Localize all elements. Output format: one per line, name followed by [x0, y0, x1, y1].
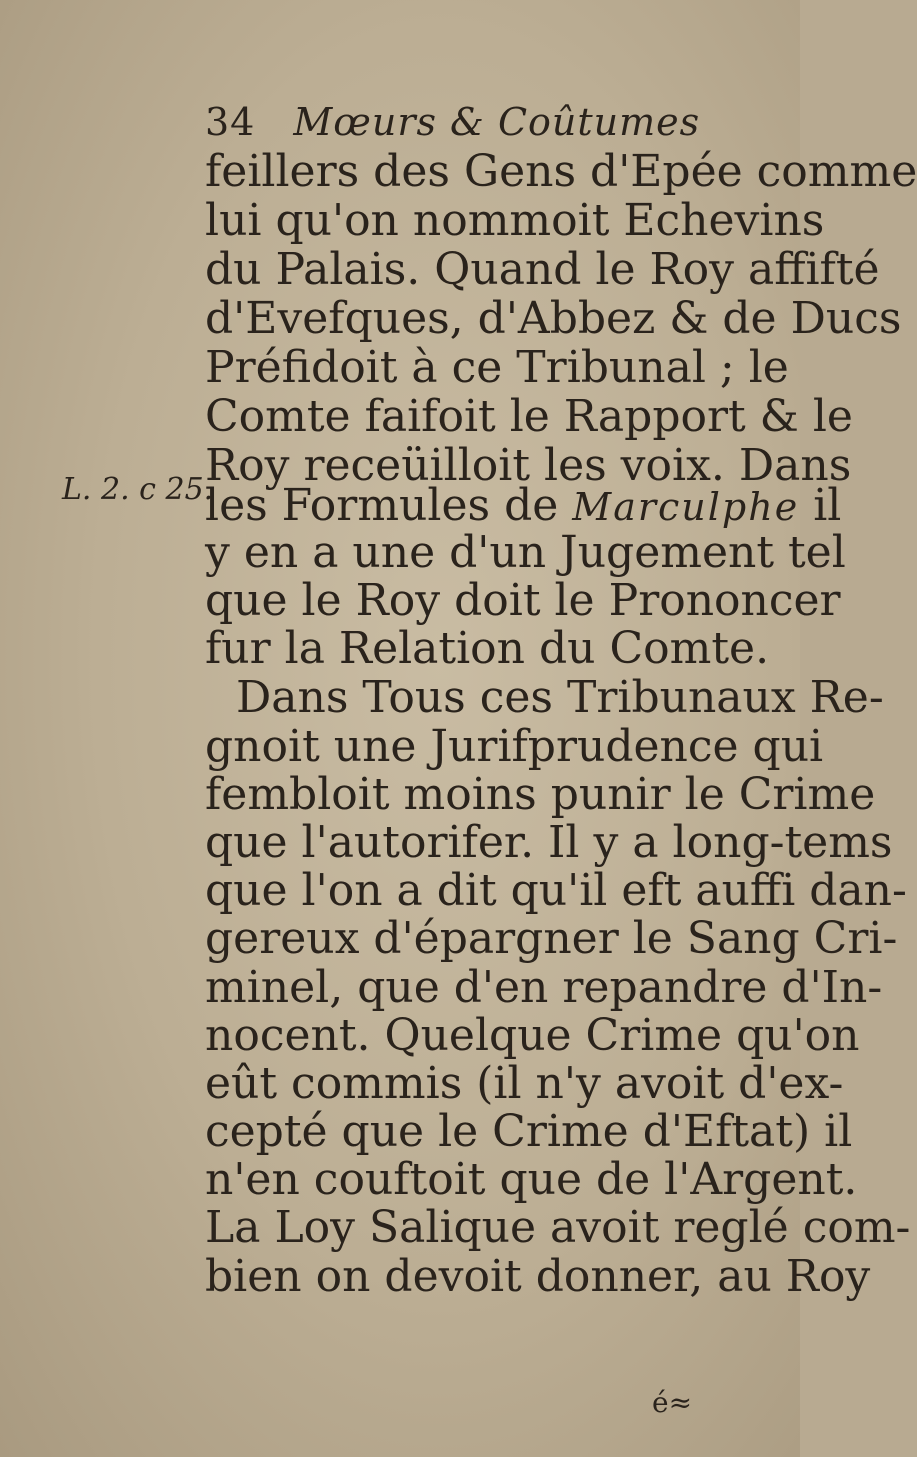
text-line: lui qu'on nommoit Echevins — [205, 195, 825, 246]
running-title: Mœurs & Coûtumes — [293, 100, 701, 144]
page-number: 34 — [205, 100, 256, 144]
text-segment: il — [813, 480, 842, 531]
text-line: eût commis (il n'y avoit d'ex- — [205, 1058, 844, 1109]
text-line: bien on devoit donner, au Roy — [205, 1251, 871, 1302]
catchword: é≈ — [652, 1386, 693, 1419]
text-line: Dans Tous ces Tribunaux Re- — [236, 672, 884, 723]
text-line: fembloit moins punir le Crime — [205, 769, 876, 820]
text-line: du Palais. Quand le Roy affifté — [205, 244, 880, 295]
text-line: La Loy Salique avoit reglé com- — [205, 1202, 911, 1253]
text-line: Roy receüilloit les voix. Dans — [205, 440, 852, 491]
text-line: n'en couftoit que de l'Argent. — [205, 1154, 858, 1205]
text-line: gereux d'épargner le Sang Cri- — [205, 913, 898, 964]
text-line: gnoit une Jurifprudence qui — [205, 721, 824, 772]
text-line: que l'on a dit qu'il eft auffi dan- — [205, 865, 907, 916]
text-line: fur la Relation du Comte. — [205, 623, 770, 674]
text-line-formules — [205, 480, 842, 531]
text-line: que l'autorifer. Il y a long-tems — [205, 817, 893, 868]
text-line: Comte faifoit le Rapport & le — [205, 391, 853, 442]
text-line: d'Evefques, d'Abbez & de Ducs — [205, 293, 902, 344]
text-line: y en a une d'un Jugement tel — [205, 527, 846, 578]
text-line: minel, que d'en repandre d'In- — [205, 962, 883, 1013]
text-line: Préfidoit à ce Tribunal ; le — [205, 342, 789, 393]
text-line: que le Roy doit le Prononcer — [205, 575, 841, 626]
text-segment: les Formules de — [205, 480, 559, 531]
text-line: feillers des Gens d'Epée comme — [205, 146, 917, 197]
text-line: cepté que le Crime d'Eftat) il — [205, 1106, 853, 1157]
italic-name: Marculphe — [572, 485, 800, 529]
margin-note: L. 2. c 25. — [62, 472, 214, 507]
page-header — [205, 100, 700, 144]
text-line: nocent. Quelque Crime qu'on — [205, 1010, 860, 1061]
